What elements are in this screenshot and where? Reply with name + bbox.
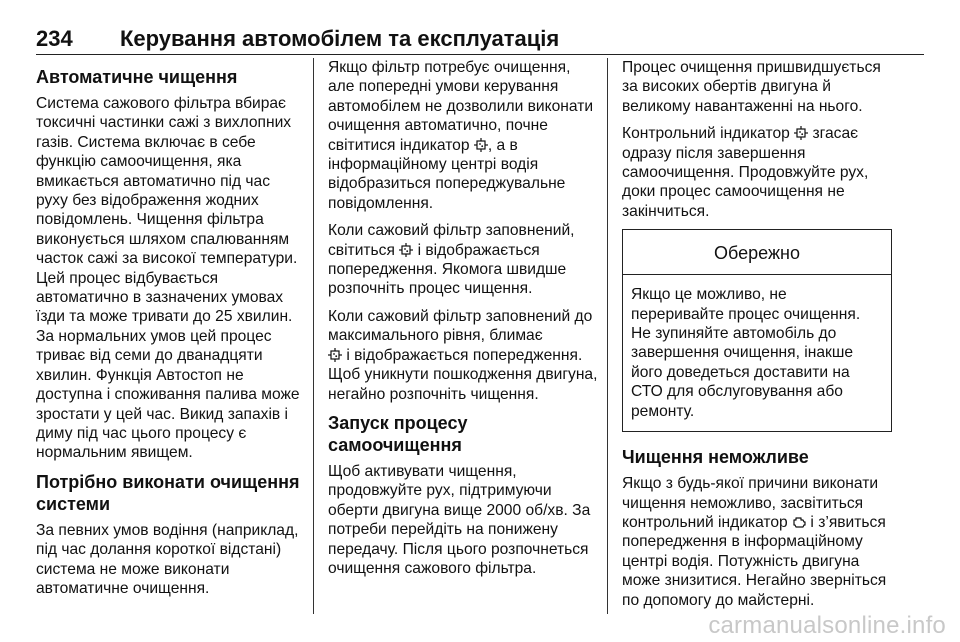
diesel-particulate-filter-icon — [474, 138, 488, 152]
diesel-particulate-filter-icon — [794, 126, 808, 140]
caution-box — [622, 229, 892, 432]
paragraph-filter-max: Коли сажовий фільтр заповнений до максимального рівня, блимає і відображається попередження. Щоб уникнути пошкодження двигуна, негайно розпочніть чищення. — [328, 307, 598, 403]
paragraph-auto-cleaning: Система сажового фільтра вбирає токсичні частинки сажі з вихлопних газів. Система включає в себе функцію самоочищення, яка вмикається автоматично під час руху без відображення жодних повідомлень. Чищення фільтра виконується шляхом спалюванням часток сажі за високої температури. Цей процес відбувається автоматично в зазначених умовах їзди та може тривати до 25 хвилин. За нормальних умов цей процес триває від семи до дванадцяти хвилин. Функція Автостоп не доступна і споживання палива може зростати у цей час. Викид запахів і диму під час цього процесу є нормальним явищем. — [36, 95, 300, 462]
section-heading-cleaning-impossible: Чищення неможливе — [622, 447, 809, 468]
column-divider-2 — [607, 58, 608, 614]
paragraph-cleaning-speedup: Процес очищення пришвидшується за високих обертів двигуна й великому навантаженні на нього. — [622, 59, 881, 115]
paragraph-start-self-cleaning: Щоб активувати чищення, продовжуйте рух, підтримуючи оберти двигуна вище 2000 об/хв. За потреби перейдіть на понижену передачу. Після цього розпочнеться очищення сажового фільтра. — [328, 462, 591, 577]
column-2 — [328, 58, 600, 586]
page-header — [36, 24, 924, 55]
engine-check-icon — [792, 515, 806, 529]
page-title: Керування автомобілем та експлуатація — [120, 26, 560, 51]
caution-text: Якщо це можливо, не переривайте процес очищення. Не зупиняйте автомобіль до завершення очищення, інакше його доведеться доставити на СТО для обслуговування або ремонту. — [631, 286, 861, 420]
section-heading-cleaning-required: Потрібно виконати очищення системи — [36, 471, 300, 514]
paragraph-indicator-on: Якщо фільтр потребує очищення, але попередні умови керування автомобілем не дозволили виконати очищення автоматично, почне світитися індикатор , а в інформаційному центрі водія відобразиться попереджувальне повідомлення. — [328, 59, 594, 212]
caution-title: Обережно — [623, 230, 891, 275]
paragraph-cleaning-required: За певних умов водіння (наприклад, під час долання короткої відстані) система не може виконати автоматичне очищення. — [36, 521, 299, 597]
paragraph-filter-full: Коли сажовий фільтр заповнений, світиться і відображається попередження. Якомога швидше розпочніть процес чищення. — [328, 222, 575, 298]
section-heading-auto-cleaning: Автоматичне чищення — [36, 67, 238, 87]
paragraph-indicator-off: Контрольний індикатор згасає одразу після завершення самоочищення. Продовжуйте рух, доки процес самоочищення не закінчиться. — [622, 125, 869, 220]
paragraph-cleaning-impossible: Якщо з будь-якої причини виконати чищення неможливо, засвітиться контрольний індикатор і з’явиться попередження в інформаційному центрі водія. Потужність двигуна може знизитися. Негайно зверніться по допомогу до майстерні. — [622, 475, 887, 609]
page-number: 234 — [36, 26, 73, 51]
diesel-particulate-filter-icon — [399, 243, 413, 257]
watermark: carmanualsonline.info — [708, 612, 946, 639]
diesel-particulate-filter-icon — [328, 348, 342, 362]
section-heading-start-self-cleaning: Запуск процесу самоочищення — [328, 412, 468, 455]
column-divider-1 — [313, 58, 314, 614]
column-1 — [36, 58, 304, 606]
column-3 — [622, 58, 892, 618]
